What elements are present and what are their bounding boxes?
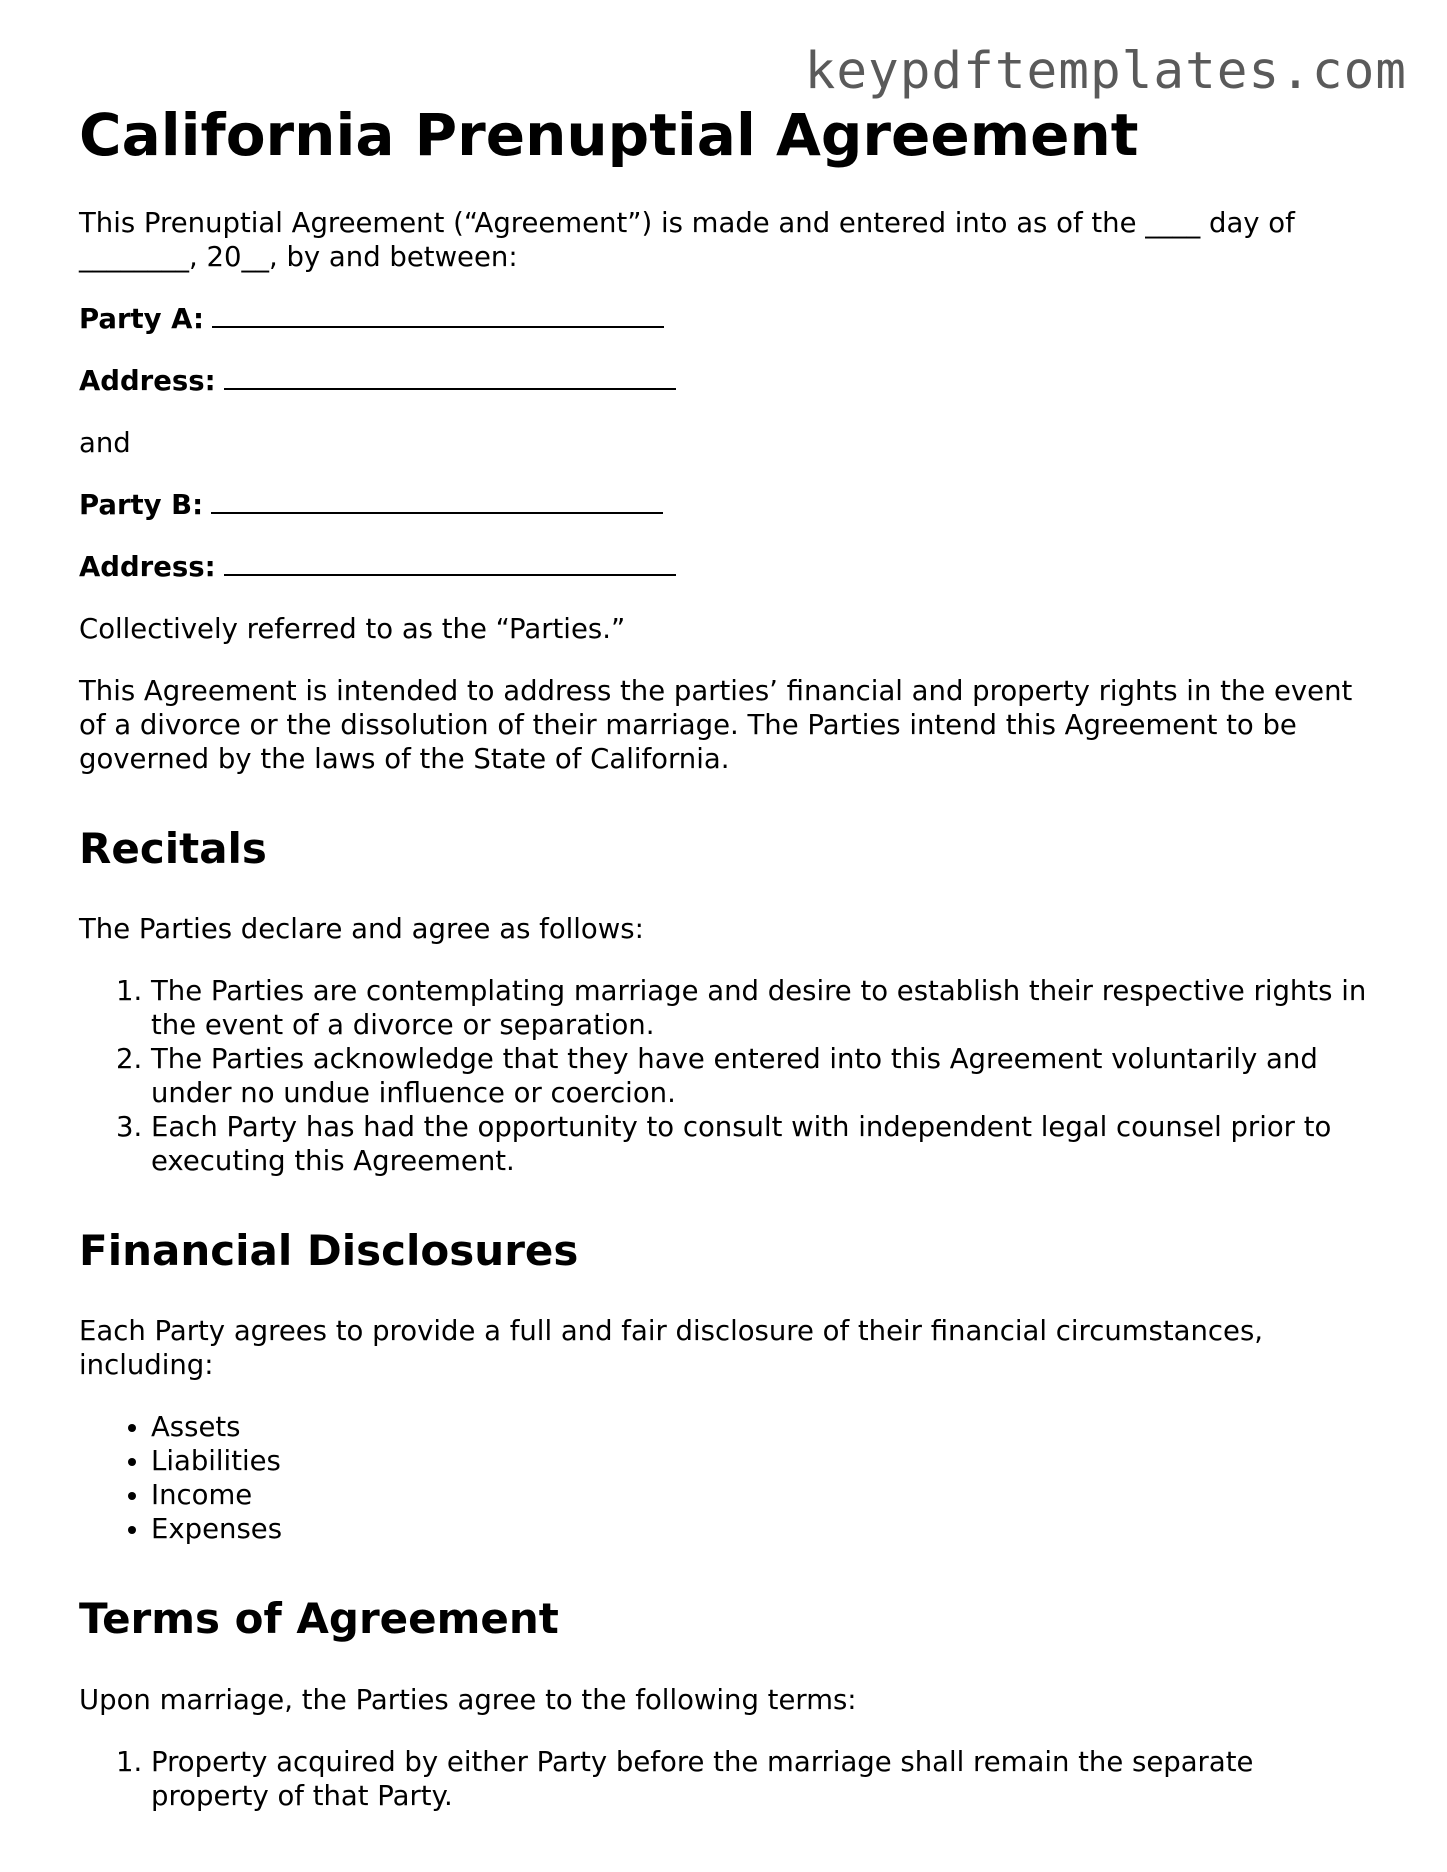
recital-item: 1. The Parties are contemplating marriage and desire to establish their respective rights in the event of a divorce or separation. [151,974,1369,1042]
document-title: California Prenuptial Agreement [79,101,1139,169]
address-b-field [79,550,1369,584]
disclosures-heading: Financial Disclosures [79,1226,579,1276]
purpose-paragraph: This Agreement is intended to address the parties’ financial and property rights in the event of a divorce or the dissolution of their marriage. The Parties intend this Agreement to be governed by the laws of the State of California. [79,675,1353,775]
recitals-lead: The Parties declare and agree as follows: [79,913,644,946]
intro-paragraph: This Prenuptial Agreement (“Agreement”) is made and entered into as of the ____ day of ________, 20__, by and between: [79,207,1295,273]
address-a-blank[interactable] [224,364,676,390]
address-a-field [79,364,1369,398]
document-body [79,206,1369,1841]
party-a-label: Party A: [79,303,204,335]
party-b-field [79,488,1369,522]
address-a-label: Address: [79,365,216,397]
disclosures-lead: Each Party agrees to provide a full and fair disclosure of their financial circumstances, including: [79,1315,1264,1382]
collective-paragraph: Collectively referred to as the “Parties.” [79,613,626,645]
party-a-blank[interactable] [212,302,664,328]
address-b-blank[interactable] [224,550,676,576]
recital-item: 2. The Parties acknowledge that they have entered into this Agreement voluntarily and under no undue influence or coercion. [151,1042,1369,1110]
terms-lead: Upon marriage, the Parties agree to the following terms: [79,1683,857,1716]
disclosures-list [79,1410,1369,1546]
party-a-field [79,302,1369,336]
recital-item: 3. Each Party has had the opportunity to consult with independent legal counsel prior to executing this Agreement. [151,1110,1369,1178]
party-b-label: Party B: [79,489,204,521]
terms-list [79,1745,1369,1813]
terms-heading: Terms of Agreement [79,1594,559,1644]
disclosure-item: • Liabilities [151,1444,1369,1478]
disclosure-item: • Assets [151,1410,1369,1444]
and-text: and [79,427,131,459]
recitals-list [79,974,1369,1178]
term-item: 1. Property acquired by either Party before the marriage shall remain the separate property of that Party. [151,1745,1369,1813]
watermark: keypdftemplates.com [804,42,1407,101]
address-b-label: Address: [79,551,216,583]
party-b-blank[interactable] [211,488,663,514]
recitals-heading: Recitals [79,824,267,873]
disclosure-item: • Expenses [151,1512,1369,1546]
disclosure-item: • Income [151,1478,1369,1512]
